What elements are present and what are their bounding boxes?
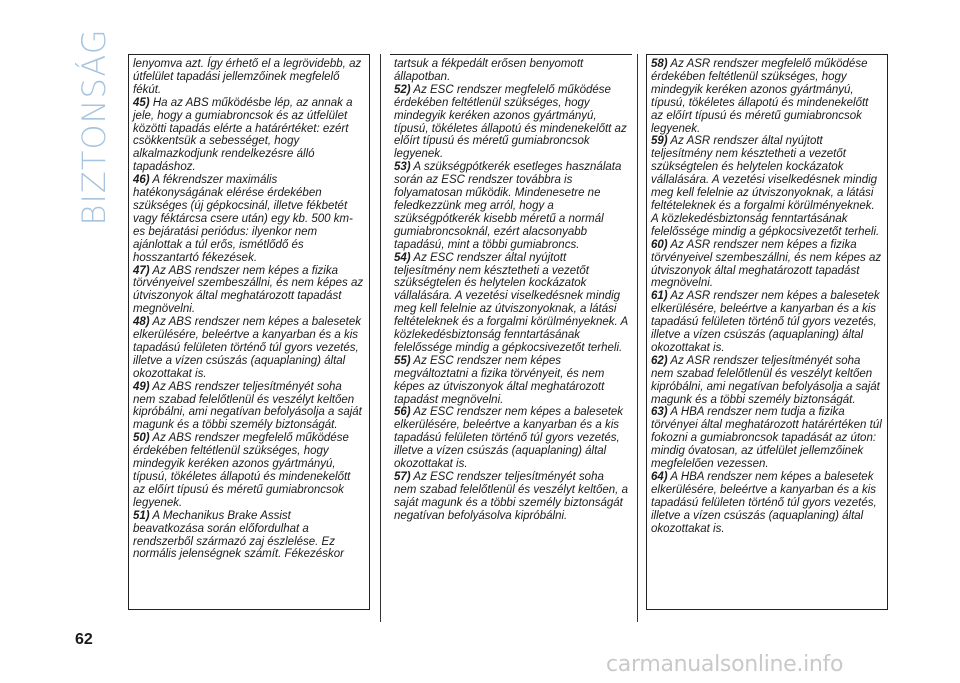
note-number: 54) [394, 251, 411, 264]
note-paragraph [394, 161, 628, 251]
note-number: 64) [651, 471, 668, 483]
note-number: 55) [394, 354, 411, 367]
page-number: 62 [75, 631, 93, 648]
note-number: 58) [651, 58, 668, 70]
note-paragraph [651, 406, 883, 471]
text-column-2 [390, 54, 632, 610]
note-paragraph [651, 471, 883, 536]
note-paragraph [133, 97, 365, 174]
note-text: A szükségpótkerék esetleges használata során az ESC rendszer továbbra is folyamatosan működik. Mindenesetre ne feledkezzünk meg arról, hogy a szükségpótkerék kisebb méretű a normál gumiabroncsoknál, ezért alacsonyabb tapadású, mint a többi gumiabroncs. [394, 161, 622, 251]
note-text: Az ESC rendszer által nyújtott teljesítmény nem késztetheti a vezetőt szükségtelen és helytelen kockázatok vállalására. A vezetési viselkedésnek mindig meg kell felelnie az útviszonyoknak, a látási feltételeknek és a forgalmi körülményeknek. A közlekedésbiztonság fenntartásának felelőssége mindig a gépkocsivezetőt terheli. [394, 251, 628, 354]
note-paragraph [394, 406, 628, 471]
note-number: 51) [133, 509, 150, 522]
column-3-body [647, 55, 887, 536]
section-title [74, 28, 114, 226]
note-number: 47) [133, 264, 150, 277]
note-paragraph [133, 265, 365, 317]
note-paragraph [394, 355, 628, 407]
note-text: Az ABS rendszer nem képes a balesetek elkerülésére, beleértve a kanyarban és a kis tapadású felületen történő túl gyors vezetés, illetve a vízen csúszás (aquaplaning) által okozottakat is. [133, 316, 361, 380]
note-text: lenyomva azt. Így érhető el a legrövidebb, az útfelület tapadási jellemzőinek megfelelő fékút. [133, 58, 362, 96]
note-paragraph [133, 381, 365, 433]
note-paragraph [133, 58, 365, 97]
note-text: A HBA rendszer nem képes a balesetek elkerülésére, beleértve a kanyarban és a kis tapadású felületen történő túl gyors vezetés, illetve a vízen csúszás (aquaplaning) által okozottakat is. [651, 471, 877, 535]
note-text: Az ASR rendszer nem képes a fizika törvényeivel szembeszállni, és nem képes az útviszonyok által meghatározott tapadást megnövelni. [651, 238, 882, 290]
note-text: Az ESC rendszer teljesítményét soha nem szabad felelőtlenül és veszélyt keltően, a saját magunk és a többi személy biztonságát negatívan befolyásolva kipróbálni. [394, 471, 628, 522]
note-number: 50) [133, 432, 150, 445]
note-number: 49) [133, 380, 150, 393]
note-paragraph [394, 252, 628, 355]
note-number: 56) [394, 406, 411, 419]
note-text: Az ABS rendszer nem képes a fizika törvényeivel szembeszállni, és nem képes az útviszonyok által meghatározott tapadást megnövelni. [133, 264, 364, 316]
note-paragraph [651, 290, 883, 355]
note-number: 52) [394, 83, 411, 96]
note-text: A fékrendszer maximális hatékonyságának elérése érdekében szükséges (új gépkocsinál, illetve fékbetét vagy féktárcsa csere után) egy kb. 500 km-es bejáratási periódus: ilyenkor nem ajánlottak a túl erős, ismétlődő és hosszantartó fékezések. [133, 174, 353, 264]
note-text: Az ESC rendszer nem képes a balesetek elkerülésére, beleértve a kanyarban és a kis tapadású felületen történő túl gyors vezetés, illetve a vízen csúszás (aquaplaning) által okozottakat is. [394, 406, 624, 471]
text-column-3 [646, 54, 888, 610]
note-paragraph [651, 355, 883, 407]
note-number: 48) [133, 316, 150, 329]
note-text: Az ASR rendszer által nyújtott teljesítmény nem késztetheti a vezetőt szükségtelen és helytelen kockázatok vállalására. A vezetési viselkedésnek mindig meg kell felelnie az útviszonyoknak, a látási feltételeknek és a forgalmi körülményeknek. A közlekedésbiztonság fenntartásának felelőssége mindig a gépkocsivezetőt terheli. [651, 135, 880, 238]
note-text: Az ABS rendszer megfelelő működése érdekében feltétlenül szükséges, hogy mindegyik keréken azonos gyártmányú, típusú, tökéletes állapotú és mindenekelőtt az előírt típusú és méretű gumiabroncsok legyenek. [133, 432, 351, 509]
note-text: A HBA rendszer nem tudja a fizika törvényei által meghatározott határértéken túl fokozni a gumiabroncsok tapadását az úton: mindig óvatosan, az útfelület jellemzőinek megfelelően vezessen. [651, 406, 882, 471]
note-text: tartsuk a fékpedált erősen benyomott állapotban. [394, 58, 584, 83]
note-text: Az ABS rendszer teljesítményét soha nem szabad felelőtlenül és veszélyt keltően kipróbálni, ami negatívan befolyásolja a saját magunk és a többi személy biztonságát. [133, 380, 362, 432]
column-divider [380, 54, 381, 622]
note-text: Ha az ABS működésbe lép, az annak a jele, hogy a gumiabroncsok és az útfelület közötti tapadás elérte a határértéket: ezért csökkentsük a sebességet, hogy alkalmazkodjunk rendelkezésre álló tapadáshoz. [133, 96, 353, 174]
text-column-1 [128, 54, 370, 610]
note-paragraph [133, 432, 365, 509]
note-number: 63) [651, 406, 668, 419]
note-paragraph [651, 239, 883, 291]
column-2-body [390, 55, 632, 523]
note-paragraph [133, 316, 365, 381]
note-number: 57) [394, 471, 411, 483]
column-1-body [129, 55, 369, 561]
note-text: Az ESC rendszer megfelelő működése érdekében feltétlenül szükséges, hogy mindegyik keréken azonos gyártmányú, típusú, tökéletes állapotú és mindenekelőtt az előírt típusú és méretű gumiabroncsok legyenek. [394, 83, 627, 161]
note-paragraph [394, 58, 628, 84]
note-paragraph [394, 471, 628, 523]
note-paragraph [133, 174, 365, 264]
note-number: 59) [651, 135, 668, 148]
note-number: 62) [651, 354, 668, 367]
note-paragraph [394, 84, 628, 161]
note-paragraph [651, 135, 883, 238]
note-number: 61) [651, 290, 668, 303]
note-text: Az ASR rendszer teljesítményét soha nem szabad felelőtlenül és veszélyt keltően kipróbálni, ami negatívan befolyásolja a saját magunk és a többi személy biztonságát. [651, 354, 880, 406]
section-title-text: BIZTONSÁG [75, 28, 113, 226]
column-divider [637, 54, 638, 622]
note-text: Az ESC rendszer nem képes megváltoztatni a fizika törvényeit, és nem képes az útviszonyok által meghatározott tapadást megnövelni. [394, 354, 605, 406]
note-text: Az ASR rendszer nem képes a balesetek elkerülésére, beleértve a kanyarban és a kis tapadású felületen történő túl gyors vezetés, illetve a vízen csúszás (aquaplaning) által okozottakat is. [651, 290, 880, 354]
note-number: 45) [133, 96, 150, 109]
note-text: Az ASR rendszer megfelelő működése érdekében feltétlenül szükséges, hogy mindegyik keréken azonos gyártmányú, típusú, tökéletes állapotú és mindenekelőtt az előírt típusú és méretű gumiabroncsok legyenek. [651, 58, 869, 135]
watermark: carmanualsonline.info [606, 652, 844, 677]
note-paragraph [133, 510, 365, 562]
note-text: A Mechanikus Brake Assist beavatkozása során előfordulhat a rendszerből származó zaj észlelése. Ez normális jelenségnek számít. Fékezéskor [133, 509, 344, 561]
note-paragraph [651, 58, 883, 135]
note-number: 46) [133, 174, 150, 187]
note-number: 60) [651, 238, 668, 251]
note-number: 53) [394, 161, 411, 174]
